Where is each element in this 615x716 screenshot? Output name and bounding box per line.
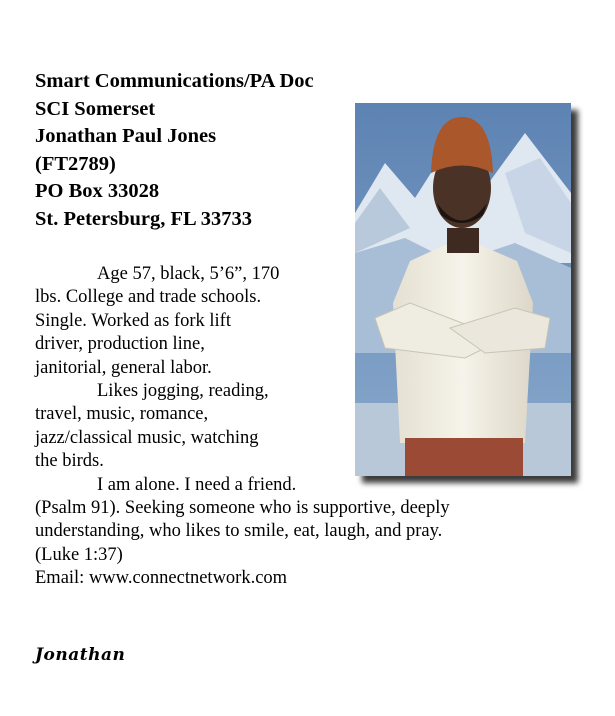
body-line: understanding, who likes to smile, eat, laugh, and pray.: [35, 521, 443, 542]
contact-email-line: Email: www.connectnetwork.com: [35, 568, 288, 589]
body-line: Likes jogging, reading,: [97, 381, 269, 402]
profile-description: [35, 263, 565, 591]
body-line: (Psalm 91). Seeking someone who is supportive, deeply: [35, 498, 450, 519]
body-line: the birds.: [35, 451, 104, 472]
body-line: travel, music, romance,: [35, 404, 209, 425]
body-line: jazz/classical music, watching: [35, 427, 259, 448]
address-line-po-box: PO Box 33028: [35, 180, 160, 202]
narrow-paragraphs: [35, 263, 335, 497]
body-line: (Luke 1:37): [35, 544, 123, 565]
body-line: janitorial, general labor.: [35, 357, 212, 378]
handwritten-signature: Jonathan: [35, 645, 126, 665]
address-line-city-state-zip: St. Petersburg, FL 33733: [35, 207, 252, 230]
wide-paragraph: [35, 497, 565, 591]
body-line: Age 57, black, 5’6”, 170: [97, 264, 280, 284]
address-line-name: Jonathan Paul Jones: [35, 125, 217, 147]
body-line: I am alone. I need a friend.: [97, 474, 297, 495]
address-line-inmate-number: (FT2789): [35, 152, 116, 175]
mailing-address: [35, 68, 365, 233]
body-line: Single. Worked as fork lift: [35, 310, 231, 331]
address-line-facility-mail: Smart Communications/PA Doc: [35, 70, 314, 92]
body-line: driver, production line,: [35, 334, 205, 355]
address-line-institution: SCI Somerset: [35, 97, 156, 120]
body-line: lbs. College and trade schools.: [35, 287, 262, 308]
